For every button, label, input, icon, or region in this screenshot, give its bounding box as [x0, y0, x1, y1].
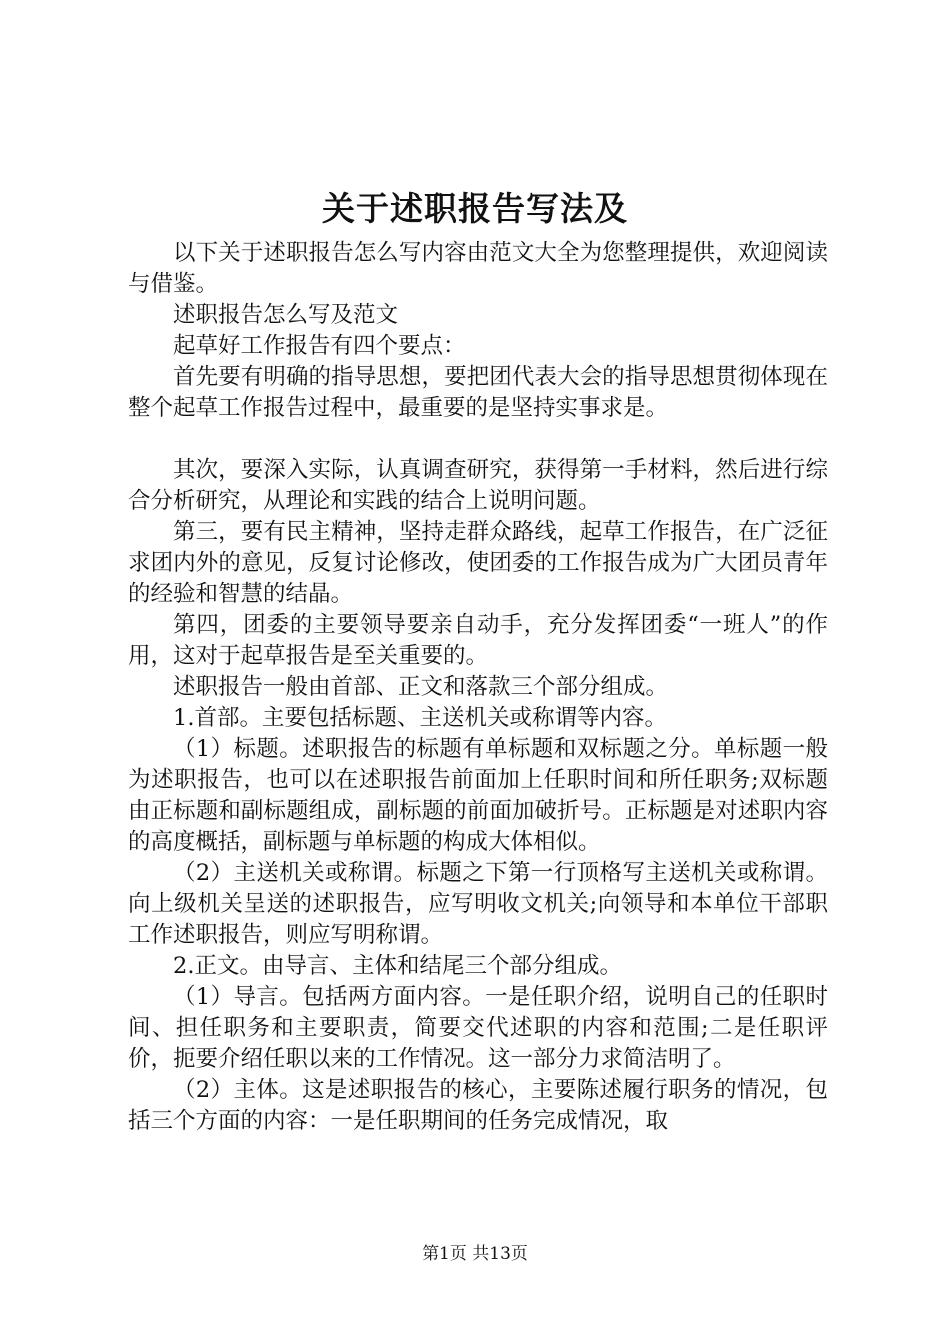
paragraph-main-text: 2.正文。由导言、主体和结尾三个部分组成。: [173, 953, 622, 979]
document-title: 关于述职报告写法及: [322, 189, 628, 228]
paragraph-point-four: 第四，团委的主要领导要亲自动手，充分发挥团委“一班人”的作用，这对于起草报告是至关重要的。: [128, 612, 828, 669]
paragraph-point-two: 其次，要深入实际，认真调查研究，获得第一手材料，然后进行综合分析研究，从理论和实践的结合上说明问题。: [128, 457, 828, 514]
paragraph-structure: 述职报告一般由首部、正文和落款三个部分组成。: [173, 674, 669, 700]
paragraph-introduction: （1）导言。包括两方面内容。一是任职介绍，说明自己的任职时间、担任职务和主要职责，简要交代述职的内容和范围;二是任职评价，扼要介绍任职以来的工作情况。这一部分力求简洁明了。: [128, 984, 828, 1072]
paragraph-intro: 以下关于述职报告怎么写内容由范文大全为您整理提供，欢迎阅读与借鉴。: [128, 240, 828, 297]
document-body: [128, 238, 828, 1137]
paragraph-subtitle: 述职报告怎么写及范文: [173, 302, 399, 328]
paragraph-header-section: 1.首部。主要包括标题、主送机关或称谓等内容。: [173, 705, 667, 731]
paragraph-recipient-rule: （2）主送机关或称谓。标题之下第一行顶格写主送机关或称谓。向上级机关呈送的述职报告，应写明收文机关;向领导和本单位干部职工作述职报告，则应写明称谓。: [128, 860, 828, 948]
page-footer: 第1页 共13页: [422, 1244, 528, 1264]
paragraph-point-three: 第三，要有民主精神，坚持走群众路线，起草工作报告，在广泛征求团内外的意见，反复讨论修改，使团委的工作报告成为广大团员青年的经验和智慧的结晶。: [128, 519, 828, 607]
paragraph-key-points: 起草好工作报告有四个要点：: [173, 333, 466, 359]
paragraph-main-body: （2）主体。这是述职报告的核心，主要陈述履行职务的情况，包括三个方面的内容：一是任职期间的任务完成情况，取: [128, 1077, 828, 1134]
paragraph-title-rule: （1）标题。述职报告的标题有单标题和双标题之分。单标题一般为述职报告，也可以在述职报告前面加上任职时间和所任职务;双标题由正标题和副标题组成，副标题的前面加破折号。正标题是对述职内容的高度概括，副标题与单标题的构成大体相似。: [128, 736, 828, 855]
paragraph-point-one: 首先要有明确的指导思想，要把团代表大会的指导思想贯彻体现在整个起草工作报告过程中，最重要的是坚持实事求是。: [128, 364, 828, 421]
